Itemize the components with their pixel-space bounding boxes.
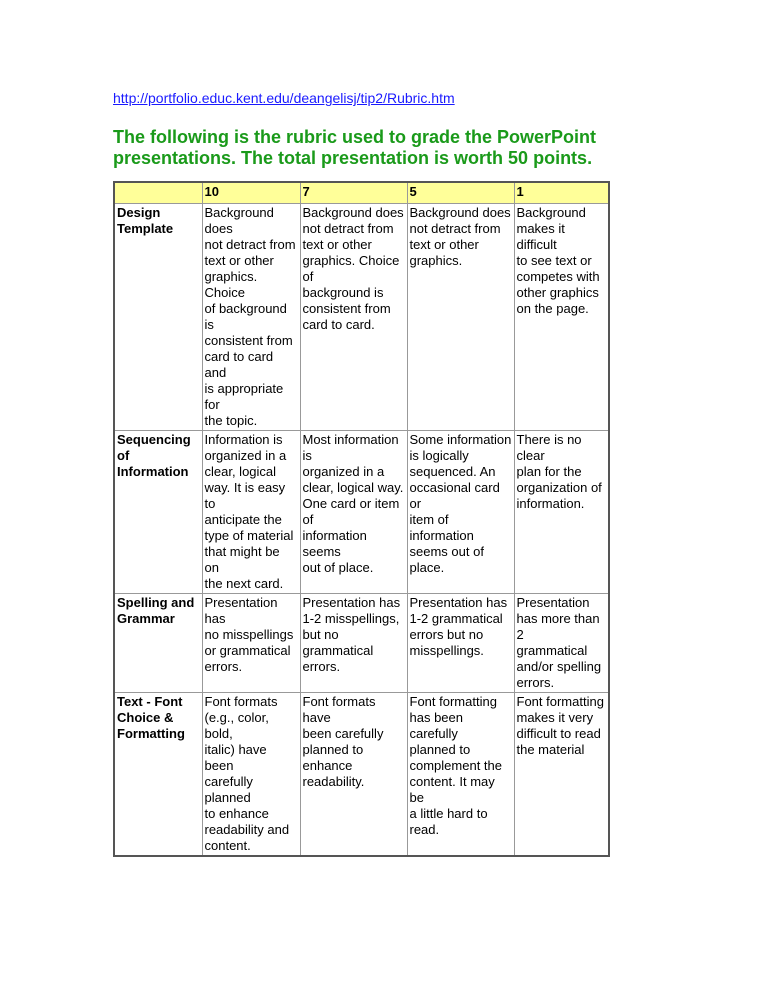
table-cell: Font formats (e.g., color, bold, italic) have been carefully planned to enhance readability and content. <box>202 693 300 857</box>
table-cell: Some information is logically sequenced. An occasional card or item of information seems out of place. <box>407 431 514 594</box>
table-row <box>114 594 609 693</box>
table-cell: Background makes it difficult to see text or competes with other graphics on the page. <box>514 204 609 431</box>
table-cell: Font formatting makes it very difficult to read the material <box>514 693 609 857</box>
header-cell: 5 <box>407 182 514 204</box>
table-cell: Presentation has more than 2 grammatical and/or spelling errors. <box>514 594 609 693</box>
table-cell: Information is organized in a clear, logical way. It is easy to anticipate the type of material that might be on the next card. <box>202 431 300 594</box>
table-row <box>114 204 609 431</box>
table-cell: Background does not detract from text or other graphics. <box>407 204 514 431</box>
table-cell: Font formatting has been carefully planned to complement the content. It may be a little hard to read. <box>407 693 514 857</box>
table-cell: Background does not detract from text or other graphics. Choice of background is consistent from card to card. <box>300 204 407 431</box>
header-row <box>114 182 609 204</box>
rubric-link[interactable]: http://portfolio.educ.kent.edu/deangelisj/tip2/Rubric.htm <box>113 90 455 106</box>
header-cell <box>114 182 202 204</box>
table-cell: There is no clear plan for the organization of information. <box>514 431 609 594</box>
header-cell: 10 <box>202 182 300 204</box>
table-cell: Presentation has 1-2 grammatical errors but no misspellings. <box>407 594 514 693</box>
table-row <box>114 431 609 594</box>
row-label: Design Template <box>114 204 202 431</box>
table-cell: Most information is organized in a clear, logical way. One card or item of information seems out of place. <box>300 431 407 594</box>
row-label: Sequencing of Information <box>114 431 202 594</box>
table-cell: Background does not detract from text or other graphics. Choice of background is consistent from card to card and is appropriate for the topic. <box>202 204 300 431</box>
row-label: Text - Font Choice & Formatting <box>114 693 202 857</box>
header-cell: 7 <box>300 182 407 204</box>
row-label: Spelling and Grammar <box>114 594 202 693</box>
table-cell: Font formats have been carefully planned to enhance readability. <box>300 693 407 857</box>
table-row <box>114 693 609 857</box>
page-heading: The following is the rubric used to grade the PowerPoint presentations. The total presentation is worth 50 points. <box>113 127 597 168</box>
rubric-table <box>113 181 610 857</box>
table-cell: Presentation has no misspellings or grammatical errors. <box>202 594 300 693</box>
table-cell: Presentation has 1-2 misspellings, but no grammatical errors. <box>300 594 407 693</box>
header-cell: 1 <box>514 182 609 204</box>
